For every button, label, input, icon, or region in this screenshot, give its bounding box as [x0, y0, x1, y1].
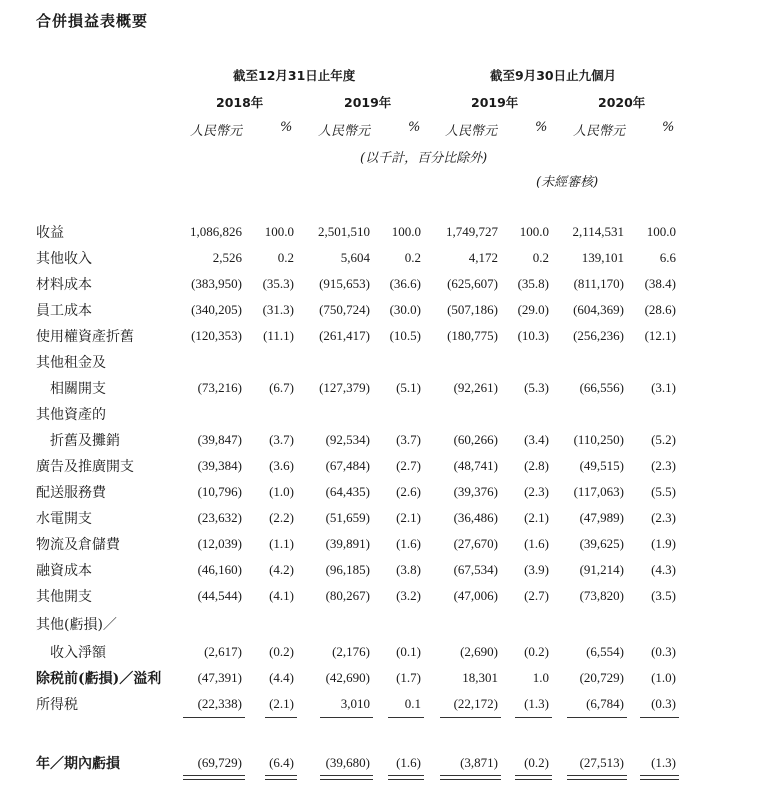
percent-header-4: % — [662, 120, 675, 135]
row-value: (44,544) — [197, 588, 242, 603]
row-value: (6,784) — [586, 696, 624, 711]
row-value: (35.8) — [517, 276, 549, 291]
row-value: (10.5) — [389, 328, 421, 343]
row-value: (1.1) — [269, 536, 294, 551]
row-value: (91,214) — [579, 562, 624, 577]
row-value: (42,690) — [325, 670, 370, 685]
currency-header-2: 人民幣元 — [318, 124, 371, 139]
row-value: (256,236) — [573, 328, 624, 343]
row-value: (6,554) — [586, 644, 624, 659]
row-value: (36.6) — [389, 276, 421, 291]
row-value: (2.7) — [524, 588, 549, 603]
row-value: (4.2) — [269, 562, 294, 577]
row-value: (39,891) — [325, 536, 370, 551]
row-value: (2.1) — [524, 510, 549, 525]
total-double-underline — [640, 779, 679, 780]
total-double-underline — [320, 775, 373, 776]
total-double-underline — [440, 779, 501, 780]
row-value: (36,486) — [453, 510, 498, 525]
row-value: (811,170) — [573, 276, 624, 291]
row-value: (120,353) — [191, 328, 242, 343]
row-value: (2.3) — [651, 458, 676, 473]
row-value: (51,659) — [325, 510, 370, 525]
row-label: 物流及倉儲費 — [36, 537, 120, 553]
row-label: 廣告及推廣開支 — [36, 459, 134, 475]
row-value: (12,039) — [197, 536, 242, 551]
row-value: 2,501,510 — [318, 224, 370, 239]
row-value: 2,114,531 — [572, 224, 624, 239]
row-value: (64,435) — [325, 484, 370, 499]
row-value: 1,749,727 — [446, 224, 498, 239]
total-double-underline — [320, 779, 373, 780]
row-value: (1.3) — [524, 696, 549, 711]
row-value: (6.7) — [269, 380, 294, 395]
row-value: (2.3) — [524, 484, 549, 499]
total-double-underline — [265, 775, 297, 776]
subtotal-underline — [640, 717, 679, 718]
total-double-underline — [440, 775, 501, 776]
year-header-2020: 2020年 — [598, 95, 646, 110]
year-header-2019a: 2019年 — [344, 95, 392, 110]
total-double-underline — [265, 779, 297, 780]
row-label: 其他開支 — [36, 589, 92, 605]
row-value: (23,632) — [197, 510, 242, 525]
percent-header-1: % — [280, 120, 293, 135]
row-value: (2,617) — [204, 644, 242, 659]
row-value: (80,267) — [325, 588, 370, 603]
row-value: (39,376) — [453, 484, 498, 499]
unit-note: (以千計，百分比除外) — [360, 151, 488, 166]
row-value: (2.3) — [651, 510, 676, 525]
row-value: (0.2) — [269, 644, 294, 659]
row-value: (0.2) — [524, 644, 549, 659]
row-value: (750,724) — [319, 302, 370, 317]
total-double-underline — [183, 779, 245, 780]
row-value: (0.2) — [524, 755, 549, 770]
row-value: (2.1) — [396, 510, 421, 525]
row-value: (12.1) — [644, 328, 676, 343]
row-value: (73,820) — [579, 588, 624, 603]
row-label: 員工成本 — [36, 303, 92, 319]
row-value: (3.7) — [396, 432, 421, 447]
row-value: (625,607) — [447, 276, 498, 291]
row-value: (2.6) — [396, 484, 421, 499]
row-value: (117,063) — [573, 484, 624, 499]
row-label: 融資成本 — [36, 563, 92, 579]
row-value: (29.0) — [517, 302, 549, 317]
row-label: 材料成本 — [36, 277, 92, 293]
subtotal-underline — [567, 717, 627, 718]
row-value: (47,391) — [197, 670, 242, 685]
row-value: 4,172 — [468, 250, 498, 265]
row-value: (39,847) — [197, 432, 242, 447]
row-value: (47,006) — [453, 588, 498, 603]
row-value: 18,301 — [462, 670, 498, 685]
row-value: (2.1) — [269, 696, 294, 711]
row-value: (1.0) — [269, 484, 294, 499]
row-label: 相關開支 — [36, 381, 106, 397]
row-value: (5.2) — [651, 432, 676, 447]
percent-header-3: % — [535, 120, 548, 135]
row-value: (383,950) — [191, 276, 242, 291]
year-header-2018: 2018年 — [216, 95, 264, 110]
row-value: (92,261) — [453, 380, 498, 395]
row-value: (1.6) — [396, 755, 421, 770]
row-value: (0.1) — [396, 644, 421, 659]
row-value: (4.4) — [269, 670, 294, 685]
row-value: 100.0 — [391, 224, 421, 239]
subtotal-underline — [440, 717, 501, 718]
row-value: 100.0 — [264, 224, 294, 239]
row-value: (20,729) — [579, 670, 624, 685]
row-value: (10,796) — [197, 484, 242, 499]
row-value: (3.2) — [396, 588, 421, 603]
row-value: (5.5) — [651, 484, 676, 499]
row-label: 年／期內虧損 — [36, 756, 120, 772]
row-label: 除税前(虧損)／溢利 — [36, 671, 162, 687]
total-double-underline — [515, 779, 552, 780]
row-value: (3.1) — [651, 380, 676, 395]
row-value: (0.3) — [651, 696, 676, 711]
row-value: (2.7) — [396, 458, 421, 473]
row-value: (31.3) — [262, 302, 294, 317]
row-label: 使用權資產折舊 — [36, 329, 134, 345]
row-value: (5.3) — [524, 380, 549, 395]
row-value: (110,250) — [573, 432, 624, 447]
row-value: (4.1) — [269, 588, 294, 603]
year-header-2019b: 2019年 — [471, 95, 519, 110]
row-value: (915,653) — [319, 276, 370, 291]
row-value: (127,379) — [319, 380, 370, 395]
row-value: (5.1) — [396, 380, 421, 395]
total-double-underline — [515, 775, 552, 776]
row-value: (30.0) — [389, 302, 421, 317]
total-double-underline — [183, 775, 245, 776]
row-value: 139,101 — [581, 250, 624, 265]
total-double-underline — [640, 775, 679, 776]
total-double-underline — [567, 775, 627, 776]
row-value: (49,515) — [579, 458, 624, 473]
row-value: (35.3) — [262, 276, 294, 291]
row-value: (0.3) — [651, 644, 676, 659]
currency-header-4: 人民幣元 — [573, 124, 626, 139]
row-value: (39,680) — [325, 755, 370, 770]
row-value: 3,010 — [340, 696, 370, 711]
row-value: 1,086,826 — [190, 224, 242, 239]
row-value: (180,775) — [447, 328, 498, 343]
row-value: (1.7) — [396, 670, 421, 685]
row-value: (46,160) — [197, 562, 242, 577]
row-label: 折舊及攤銷 — [36, 433, 120, 449]
total-double-underline — [388, 775, 424, 776]
row-value: (340,205) — [191, 302, 242, 317]
unaudited-note: (未經審核) — [536, 175, 599, 190]
subtotal-underline — [183, 717, 245, 718]
row-label: 所得税 — [36, 697, 78, 713]
row-value: 0.1 — [404, 696, 421, 711]
row-value: (60,266) — [453, 432, 498, 447]
row-value: 0.2 — [277, 250, 294, 265]
row-value: (96,185) — [325, 562, 370, 577]
row-value: (6.4) — [269, 755, 294, 770]
row-value: (3.9) — [524, 562, 549, 577]
row-value: (22,172) — [453, 696, 498, 711]
row-value: (3.7) — [269, 432, 294, 447]
row-value: (2,690) — [460, 644, 498, 659]
subtotal-underline — [515, 717, 552, 718]
row-value: (92,534) — [325, 432, 370, 447]
row-label: 配送服務費 — [36, 485, 106, 501]
row-value: 100.0 — [646, 224, 676, 239]
row-value: (66,556) — [579, 380, 624, 395]
row-label: 收入淨額 — [36, 645, 106, 661]
row-value: (3.6) — [269, 458, 294, 473]
row-value: (1.3) — [651, 755, 676, 770]
row-value: (67,534) — [453, 562, 498, 577]
period-nine-month-header: 截至9月30日止九個月 — [490, 68, 617, 83]
row-value: (11.1) — [263, 328, 294, 343]
row-value: (1.6) — [524, 536, 549, 551]
subtotal-underline — [265, 717, 297, 718]
row-label: 其他租金及 — [36, 355, 106, 371]
subtotal-underline — [320, 717, 373, 718]
row-value: (10.3) — [517, 328, 549, 343]
row-value: (28.6) — [644, 302, 676, 317]
period-year-header: 截至12月31日止年度 — [233, 68, 356, 83]
row-value: (4.3) — [651, 562, 676, 577]
row-value: 0.2 — [404, 250, 421, 265]
currency-header-3: 人民幣元 — [445, 124, 498, 139]
row-value: (27,670) — [453, 536, 498, 551]
currency-header-1: 人民幣元 — [190, 124, 243, 139]
percent-header-2: % — [408, 120, 421, 135]
page-title: 合併損益表概要 — [36, 12, 149, 30]
row-value: (261,417) — [319, 328, 370, 343]
row-value: (39,384) — [197, 458, 242, 473]
row-value: (39,625) — [579, 536, 624, 551]
row-value: (69,729) — [197, 755, 242, 770]
row-value: 1.0 — [532, 670, 549, 685]
row-label: 水電開支 — [36, 511, 92, 527]
row-value: (1.9) — [651, 536, 676, 551]
subtotal-underline — [388, 717, 424, 718]
row-value: (2.2) — [269, 510, 294, 525]
row-value: (1.0) — [651, 670, 676, 685]
row-value: (507,186) — [447, 302, 498, 317]
row-value: 0.2 — [532, 250, 549, 265]
row-value: 100.0 — [519, 224, 549, 239]
row-label: 其他(虧損)／ — [36, 617, 117, 633]
row-value: (27,513) — [579, 755, 624, 770]
row-label: 其他資產的 — [36, 407, 106, 423]
total-double-underline — [388, 779, 424, 780]
total-double-underline — [567, 779, 627, 780]
row-value: (3,871) — [460, 755, 498, 770]
row-value: (48,741) — [453, 458, 498, 473]
row-value: (604,369) — [573, 302, 624, 317]
row-value: (3.8) — [396, 562, 421, 577]
row-value: 2,526 — [212, 250, 242, 265]
row-value: (3.5) — [651, 588, 676, 603]
row-value: (67,484) — [325, 458, 370, 473]
row-label: 其他收入 — [36, 251, 92, 267]
row-value: (3.4) — [524, 432, 549, 447]
row-value: (22,338) — [197, 696, 242, 711]
row-label: 收益 — [36, 225, 64, 241]
row-value: (2,176) — [332, 644, 370, 659]
row-value: (2.8) — [524, 458, 549, 473]
row-value: (38.4) — [644, 276, 676, 291]
row-value: (47,989) — [579, 510, 624, 525]
row-value: (73,216) — [197, 380, 242, 395]
row-value: 6.6 — [659, 250, 676, 265]
row-value: 5,604 — [340, 250, 370, 265]
row-value: (1.6) — [396, 536, 421, 551]
